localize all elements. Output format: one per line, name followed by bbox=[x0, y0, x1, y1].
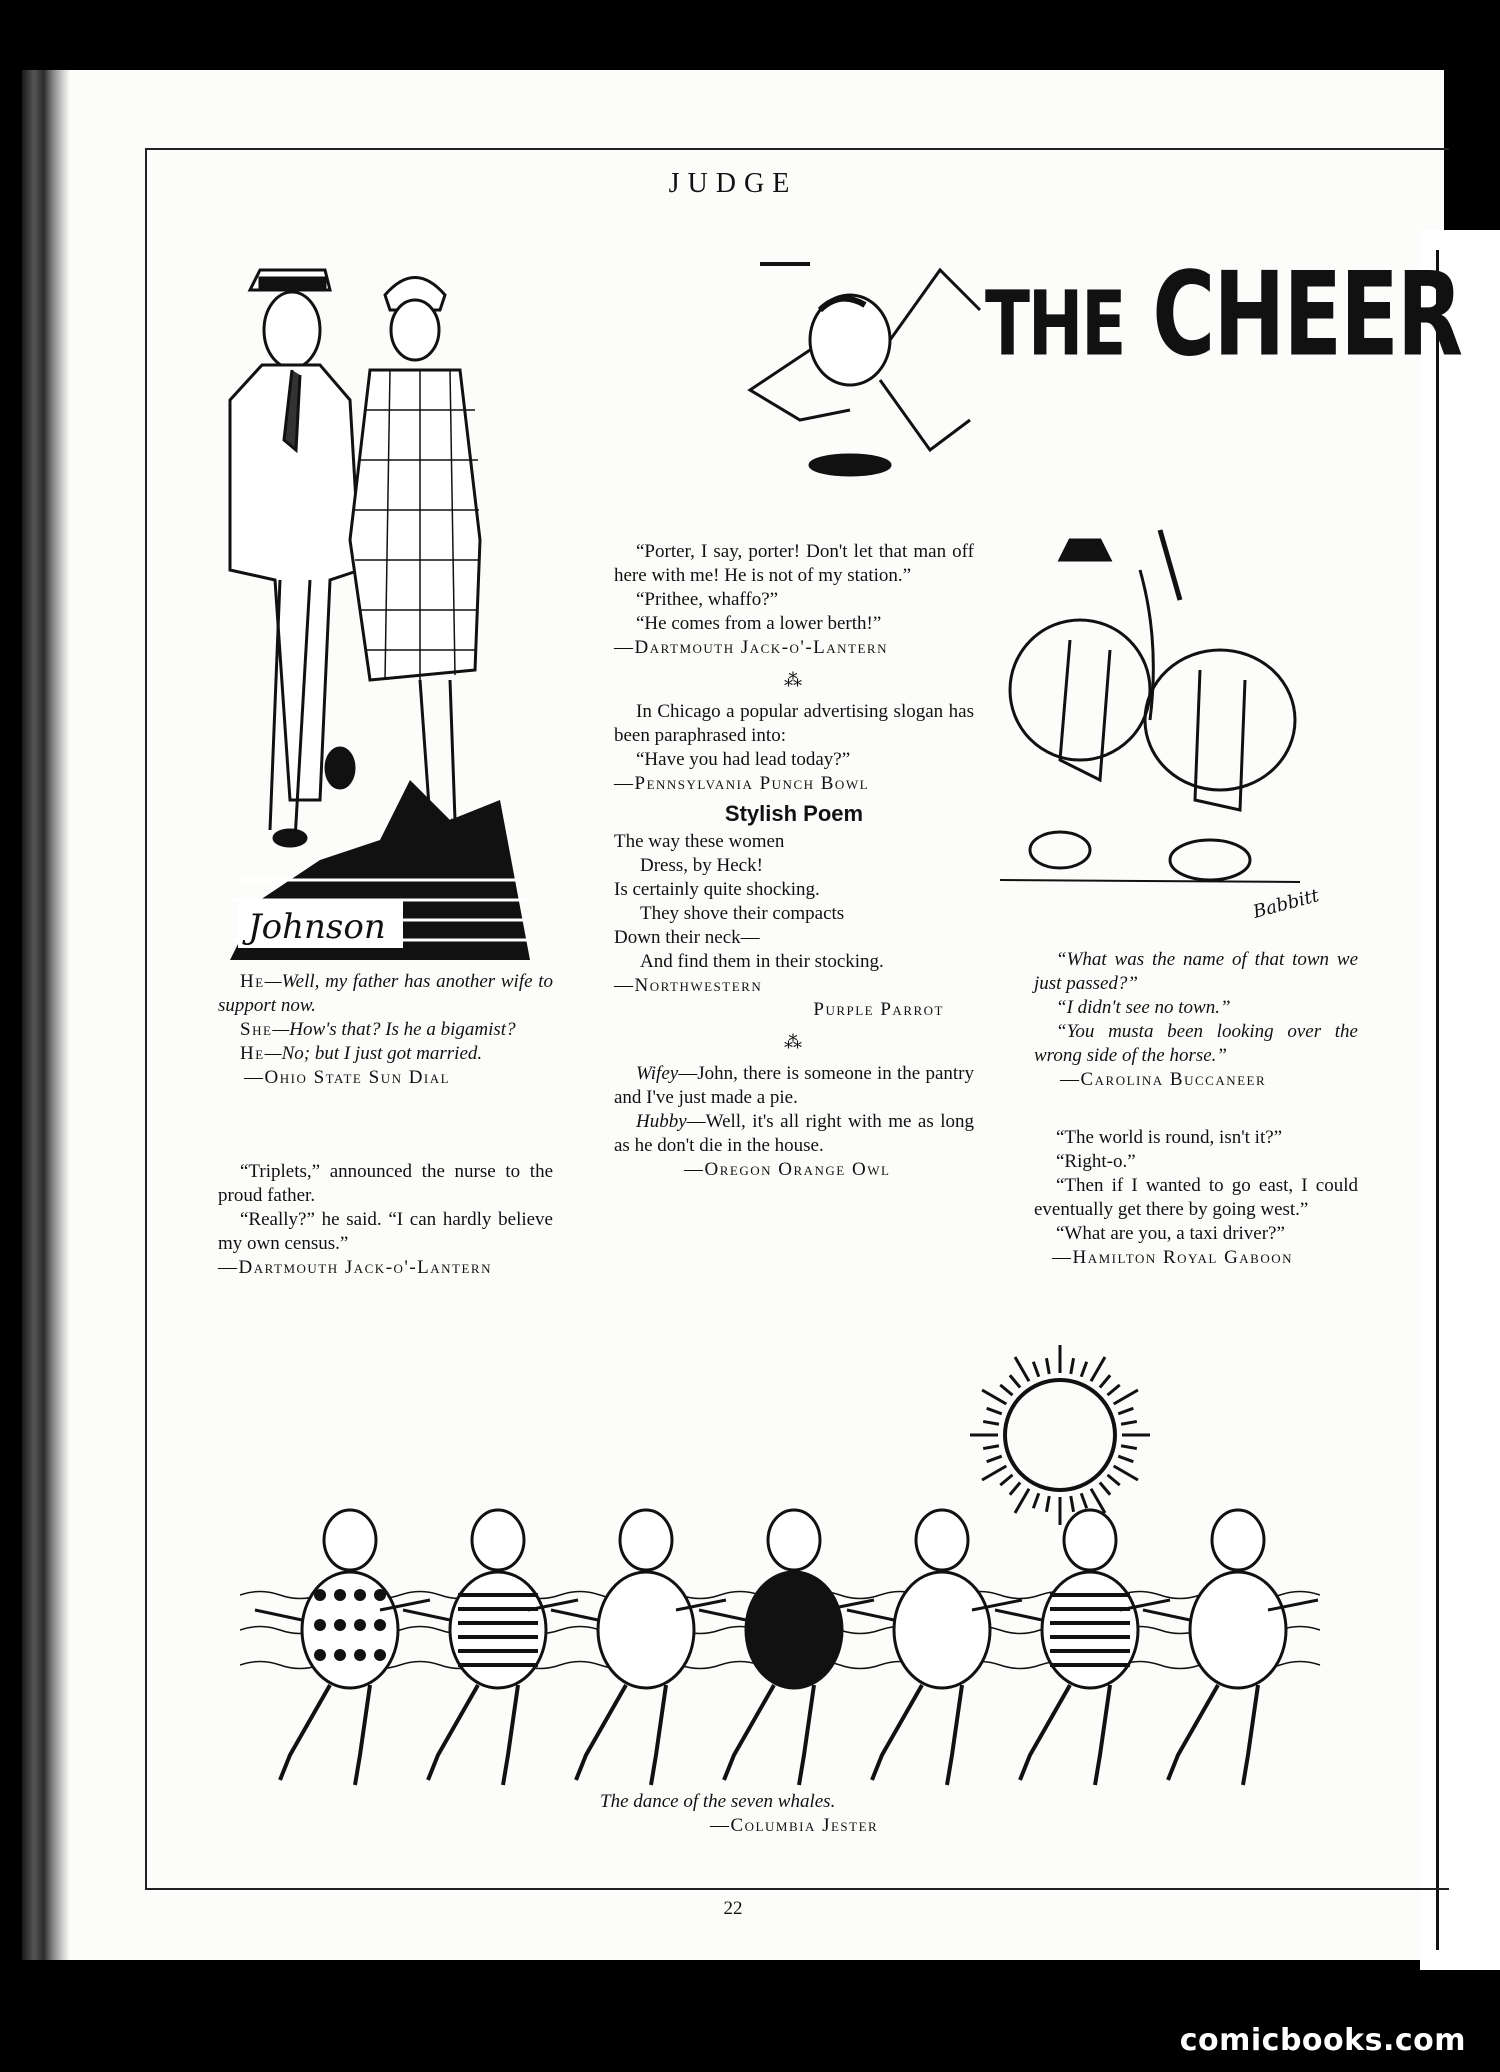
title-cheer: CHEER bbox=[1152, 248, 1462, 383]
joke-source: —Pennsylvania Punch Bowl bbox=[614, 773, 870, 794]
poem-line: The way these women bbox=[614, 831, 785, 852]
joke-he-she bbox=[218, 970, 553, 1090]
sun-ray bbox=[1114, 1390, 1138, 1404]
joke-line: —John, there is someone in the pantry and I've just made a pie. bbox=[614, 1063, 974, 1108]
poem-source: —Northwestern bbox=[614, 975, 763, 996]
seven-whales-illustration bbox=[240, 1500, 1350, 1790]
caption-source: —Columbia Jester bbox=[710, 1815, 879, 1836]
page-number: 22 bbox=[723, 1898, 743, 1919]
dancing-whale bbox=[847, 1510, 1022, 1785]
dancing-whale bbox=[551, 1510, 726, 1785]
sun-ray bbox=[1114, 1466, 1138, 1480]
joke-taxi bbox=[1034, 1126, 1358, 1270]
joke-line: “Porter, I say, porter! Don't let that man off here with me! He is not of my station.” bbox=[614, 541, 974, 586]
joke-porter bbox=[614, 540, 974, 660]
joke-town bbox=[1034, 948, 1358, 1092]
joke-wifey bbox=[614, 1062, 974, 1182]
poem-line: And find them in their stocking. bbox=[640, 951, 884, 972]
sun-ray bbox=[983, 1446, 999, 1449]
joke-line: “The world is round, isn't it?” bbox=[1056, 1127, 1283, 1148]
sun-ray bbox=[1071, 1358, 1074, 1374]
couple-illustration bbox=[200, 240, 570, 960]
joke-line: “What are you, a taxi driver?” bbox=[1056, 1223, 1285, 1244]
section-title bbox=[985, 248, 1461, 383]
section-ornament: ⁂ bbox=[784, 670, 804, 690]
dancing-whale bbox=[255, 1510, 430, 1785]
joke-line: “Have you had lead today?” bbox=[636, 749, 851, 770]
joke-line: “Really?” he said. “I can hardly believe my own census.” bbox=[218, 1209, 553, 1254]
joke-line: “You musta been looking over the wrong side of the horse.” bbox=[1034, 1021, 1358, 1066]
poem-source: Purple Parrot bbox=[813, 999, 944, 1020]
horse-riders-illustration bbox=[1000, 520, 1380, 940]
title-the: THE bbox=[985, 272, 1125, 377]
sun-ray bbox=[983, 1421, 999, 1424]
babbitt-signature: Babbitt bbox=[1250, 885, 1322, 923]
speaker: Wifey bbox=[636, 1063, 679, 1084]
joke-source: —Oregon Orange Owl bbox=[684, 1159, 891, 1180]
watermark: comicbooks.com bbox=[1179, 2023, 1466, 2058]
masthead: JUDGE bbox=[668, 168, 798, 199]
sun-ray bbox=[1046, 1358, 1049, 1374]
column-right bbox=[1034, 948, 1358, 1270]
sun-ray bbox=[1000, 1385, 1012, 1395]
joke-source: —Ohio State Sun Dial bbox=[244, 1067, 451, 1088]
sun-ray bbox=[1107, 1475, 1119, 1485]
speaker: Hubby bbox=[636, 1111, 687, 1132]
sun-ray bbox=[1033, 1362, 1038, 1377]
dancing-whale bbox=[699, 1510, 874, 1785]
sun-ray bbox=[1118, 1408, 1133, 1413]
sun-ray bbox=[982, 1466, 1006, 1480]
sun-ray bbox=[1015, 1357, 1029, 1381]
poem-line: Dress, by Heck! bbox=[640, 855, 763, 876]
cheerleader-illustration bbox=[730, 250, 990, 500]
sun-ray bbox=[1100, 1375, 1110, 1387]
poem-line: Is certainly quite shocking. bbox=[614, 879, 820, 900]
column-left bbox=[218, 970, 553, 1280]
sun-ray bbox=[1010, 1482, 1020, 1494]
joke-line: “Right-o.” bbox=[1056, 1151, 1136, 1172]
joke-line: —Well, it's all right with me as long as he don't die in the house. bbox=[614, 1111, 974, 1156]
sun-ray bbox=[1091, 1357, 1105, 1381]
joke-line: “What was the name of that town we just passed?” bbox=[1034, 949, 1358, 994]
joke-line: “Triplets,” announced the nurse to the proud father. bbox=[218, 1161, 553, 1206]
johnson-signature: Johnson bbox=[248, 907, 386, 947]
joke-line: In Chicago a popular advertising slogan has been paraphrased into: bbox=[614, 701, 974, 746]
sun-ray bbox=[987, 1408, 1002, 1413]
sun-ray bbox=[987, 1456, 1002, 1461]
speaker: She bbox=[240, 1019, 273, 1040]
sun-ray bbox=[1010, 1375, 1020, 1387]
joke-line: —Well, my father has another wife to support now. bbox=[218, 971, 553, 1016]
joke-source: —Dartmouth Jack-o'-Lantern bbox=[614, 637, 888, 658]
joke-line: “He comes from a lower berth!” bbox=[636, 613, 882, 634]
sun-ray bbox=[1121, 1421, 1137, 1424]
sun-ray bbox=[982, 1390, 1006, 1404]
joke-line: “Prithee, whaffo?” bbox=[636, 589, 779, 610]
sun-ray bbox=[1081, 1362, 1086, 1377]
joke-chicago bbox=[614, 700, 974, 796]
poem bbox=[614, 802, 974, 1022]
joke-source: —Dartmouth Jack-o'-Lantern bbox=[218, 1257, 492, 1278]
sun-ray bbox=[1121, 1446, 1137, 1449]
poem-title: Stylish Poem bbox=[724, 801, 864, 826]
sun-ray bbox=[1107, 1385, 1119, 1395]
poem-line: They shove their compacts bbox=[640, 903, 845, 924]
book-spine bbox=[22, 70, 70, 1960]
sun-ray bbox=[1100, 1482, 1110, 1494]
joke-triplets bbox=[218, 1160, 553, 1280]
joke-source: —Carolina Buccaneer bbox=[1060, 1069, 1267, 1090]
speaker: He bbox=[240, 1043, 265, 1064]
sun-ray bbox=[1118, 1456, 1133, 1461]
section-ornament: ⁂ bbox=[784, 1032, 804, 1052]
dancing-whale bbox=[1143, 1510, 1318, 1785]
joke-line: “I didn't see no town.” bbox=[1056, 997, 1231, 1018]
sun-ray bbox=[1000, 1475, 1012, 1485]
joke-source: —Hamilton Royal Gaboon bbox=[1052, 1247, 1294, 1268]
dancing-whale bbox=[995, 1510, 1170, 1785]
caption-text: The dance of the seven whales. bbox=[600, 1791, 836, 1812]
poem-line: Down their neck— bbox=[614, 927, 760, 948]
cartoon-caption bbox=[600, 1790, 1000, 1838]
speaker: He bbox=[240, 971, 265, 992]
joke-line: “Then if I wanted to go east, I could eventually get there by going west.” bbox=[1034, 1175, 1358, 1220]
joke-line: —No; but I just got married. bbox=[264, 1043, 483, 1064]
column-center bbox=[614, 540, 974, 1182]
joke-line: —How's that? Is he a bigamist? bbox=[272, 1019, 516, 1040]
dancing-whale bbox=[403, 1510, 578, 1785]
